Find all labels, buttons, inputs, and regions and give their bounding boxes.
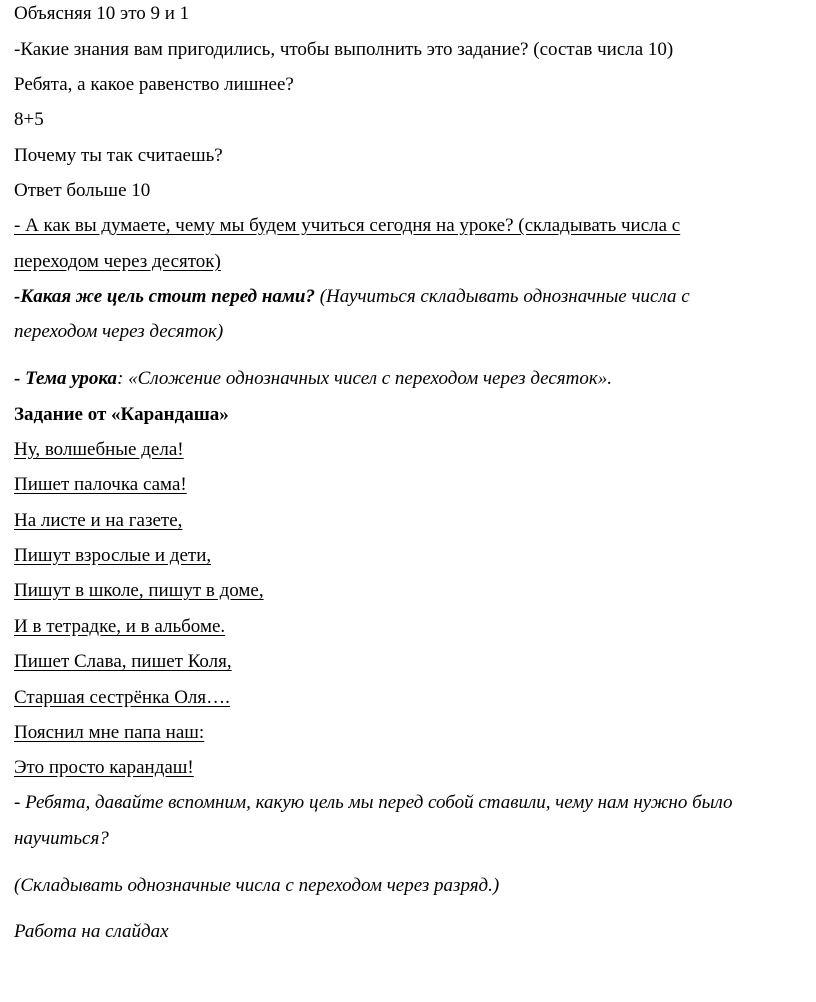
- topic-text: : «Сложение однозначных чисел с переходом через десяток».: [117, 368, 612, 389]
- goal-open: (: [314, 286, 327, 307]
- text-line: Ответ больше 10: [14, 180, 151, 201]
- goal-answer-cont: переходом через десяток): [14, 321, 224, 342]
- text-line: Ребята, а какое равенство лишнее?: [14, 74, 294, 95]
- text-line-italic: Работа на слайдах: [14, 921, 169, 942]
- text-line-underlined: переходом через десяток): [14, 251, 221, 272]
- text-line-italic: - Ребята, давайте вспомним, какую цель мы перед собой ставили, чему нам нужно было: [14, 792, 733, 813]
- poem-line: Пишет палочка сама!: [14, 474, 187, 495]
- poem-line: И в тетрадке, и в альбоме.: [14, 616, 226, 637]
- text-line: 8+5: [14, 109, 44, 130]
- poem-line: Это просто карандаш!: [14, 757, 194, 778]
- topic-line: [14, 367, 612, 391]
- poem-line: Пояснил мне папа наш:: [14, 722, 205, 743]
- text-line: Почему ты так считаешь?: [14, 145, 223, 166]
- poem-line: Старшая сестрёнка Оля….: [14, 687, 230, 708]
- text-line: Объясняя 10 это 9 и 1: [14, 3, 190, 24]
- goal-answer: Научиться складывать однозначные числа с: [326, 286, 690, 307]
- topic-label: - Тема урока: [14, 368, 118, 389]
- task-heading: Задание от «Карандаша»: [14, 404, 229, 425]
- text-line: -Какие знания вам пригодились, чтобы выполнить это задание? (состав числа 10): [14, 39, 674, 60]
- poem-line: Ну, волшебные дела!: [14, 439, 184, 460]
- goal-line: [14, 285, 690, 309]
- poem-line: Пишут взрослые и дети,: [14, 545, 212, 566]
- text-line-italic: (Складывать однозначные числа с переходом через разряд.): [14, 875, 500, 896]
- goal-question: -Какая же цель стоит перед нами?: [14, 286, 315, 307]
- poem-line: Пишет Слава, пишет Коля,: [14, 651, 232, 672]
- text-line-italic: научиться?: [14, 828, 109, 849]
- text-line-underlined: - А как вы думаете, чему мы будем учиться сегодня на уроке? (складывать числа с: [14, 215, 681, 236]
- poem-line: На листе и на газете,: [14, 510, 183, 531]
- poem-line: Пишут в школе, пишут в доме,: [14, 580, 264, 601]
